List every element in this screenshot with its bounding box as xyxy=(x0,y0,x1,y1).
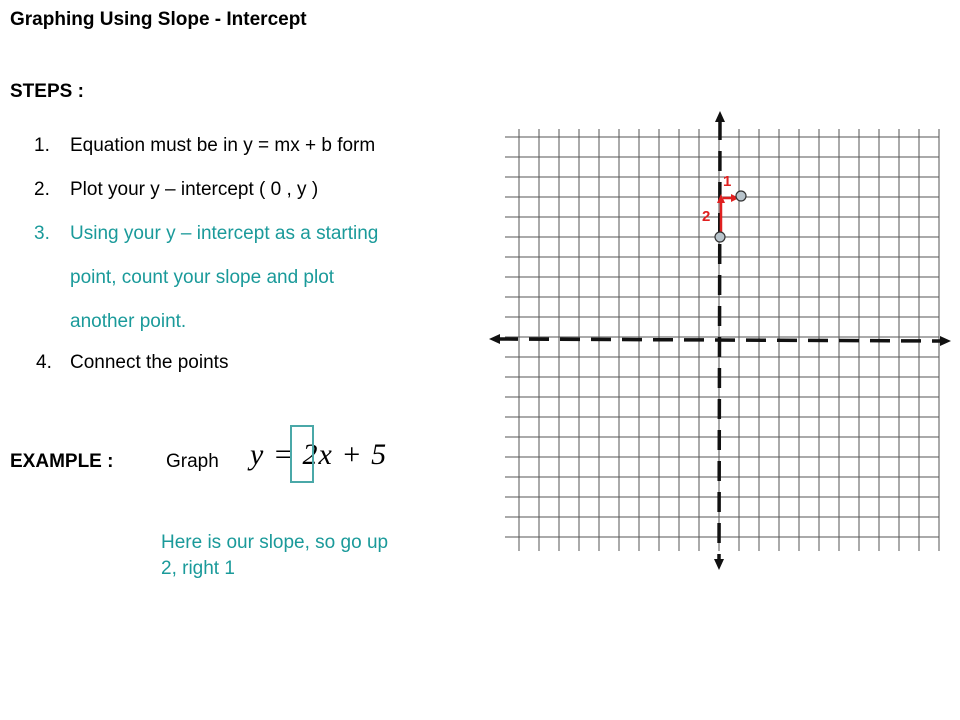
example-equation: y = 2x + 5 xyxy=(250,438,388,471)
slope-point xyxy=(736,191,746,201)
step-3-text-line-1: Using your y – intercept as a starting xyxy=(70,223,379,244)
step-2-number: 2. xyxy=(34,179,50,200)
run-label: 1 xyxy=(723,173,732,190)
example-label: EXAMPLE : xyxy=(10,451,114,472)
step-2-text: Plot your y – intercept ( 0 , y ) xyxy=(70,179,319,200)
step-1-number: 1. xyxy=(34,135,50,156)
graph-word: Graph xyxy=(166,451,219,472)
y-axis-up-arrow xyxy=(715,111,725,122)
step-1-text: Equation must be in y = mx + b form xyxy=(70,135,376,156)
x-axis-left-arrow xyxy=(489,334,500,344)
y-intercept-point xyxy=(715,232,725,242)
step-4-text: Connect the points xyxy=(70,352,229,373)
y-axis xyxy=(719,120,720,560)
slope-note: Here is our slope, so go up 2, right 1 xyxy=(161,532,389,579)
page-title: Graphing Using Slope - Intercept xyxy=(10,9,307,30)
x-axis-right-arrow xyxy=(940,336,951,346)
step-4-number: 4. xyxy=(36,352,52,373)
rise-label: 2 xyxy=(702,208,711,225)
step-3-number: 3. xyxy=(34,223,50,244)
step-3-text-line-3: another point. xyxy=(70,311,187,332)
steps-heading: STEPS : xyxy=(10,81,84,102)
axes xyxy=(489,111,951,570)
step-3-text-line-2: point, count your slope and plot xyxy=(70,267,335,288)
y-axis-down-arrow xyxy=(714,559,724,570)
